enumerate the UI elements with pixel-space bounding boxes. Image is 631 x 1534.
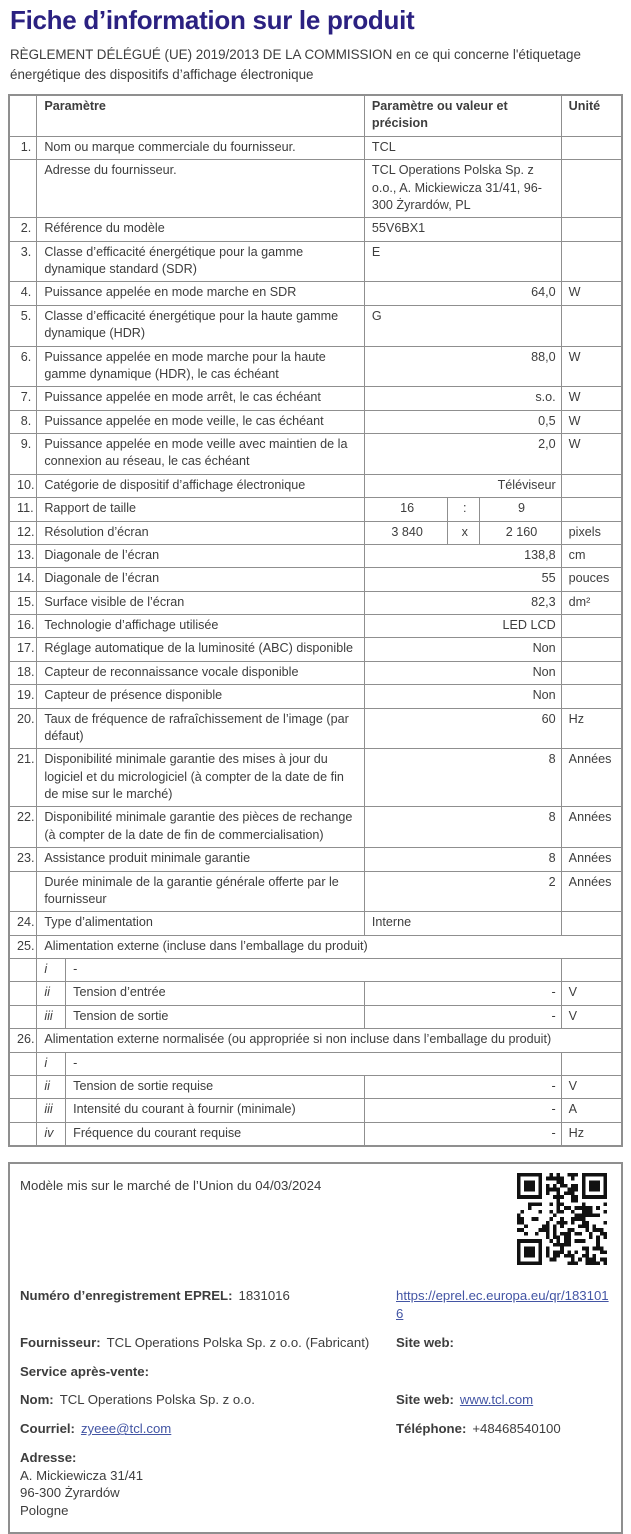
- parameter-unit: V: [561, 982, 622, 1005]
- parameter-label: Surface visible de l’écran: [37, 591, 365, 614]
- table-row: [9, 160, 622, 218]
- parameter-label: Capteur de présence disponible: [37, 685, 365, 708]
- parameter-unit: dm²: [561, 591, 622, 614]
- eprel-link[interactable]: https://eprel.ec.europa.eu/qr/1831016: [396, 1288, 609, 1321]
- parameter-value: 55: [364, 568, 561, 591]
- parameter-unit: [561, 661, 622, 684]
- parameter-unit: Années: [561, 807, 622, 848]
- parameter-unit: [561, 912, 622, 935]
- parameter-value: 8: [364, 848, 561, 871]
- website-label: Site web:: [396, 1334, 454, 1350]
- row-number: [9, 1122, 37, 1146]
- row-number: 12.: [9, 521, 37, 544]
- parameter-label: Puissance appelée en mode marche en SDR: [37, 282, 365, 305]
- parameter-value-b: 2 160: [480, 521, 561, 544]
- parameter-unit: Années: [561, 749, 622, 807]
- parameter-unit: Hz: [561, 1122, 622, 1146]
- parameter-unit: [561, 1052, 622, 1075]
- parameter-label: Référence du modèle: [37, 218, 365, 241]
- service-name-label: Nom:: [20, 1392, 54, 1408]
- supplier-row: [20, 1334, 611, 1352]
- row-number: [9, 1099, 37, 1122]
- table-row: [9, 521, 622, 544]
- table-row: [9, 346, 622, 387]
- sub-row-number: iv: [37, 1122, 66, 1146]
- header-parameter: Paramètre: [37, 95, 365, 136]
- supplier-value: TCL Operations Polska Sp. z o.o. (Fabricant): [106, 1334, 370, 1350]
- table-row: [9, 544, 622, 567]
- parameter-label: Assistance produit minimale garantie: [37, 848, 365, 871]
- row-number: [9, 982, 37, 1005]
- eprel-label: Numéro d’enregistrement EPREL:: [20, 1288, 233, 1304]
- parameter-label: Puissance appelée en mode veille, le cas échéant: [37, 410, 365, 433]
- parameter-unit: pouces: [561, 568, 622, 591]
- after-sales-row: [20, 1363, 611, 1381]
- row-number: [9, 1005, 37, 1028]
- table-row: [9, 708, 622, 749]
- header-value: Paramètre ou valeur et précision: [364, 95, 561, 136]
- table-row: [9, 1005, 622, 1028]
- table-row: [9, 1075, 622, 1098]
- row-number: 2.: [9, 218, 37, 241]
- parameter-value: 82,3: [364, 591, 561, 614]
- section-label: Alimentation externe (incluse dans l’emballage du produit): [37, 935, 622, 958]
- parameter-unit: [561, 685, 622, 708]
- parameter-table: [8, 94, 623, 1147]
- parameter-unit: [561, 615, 622, 638]
- parameter-label: Durée minimale de la garantie générale offerte par le fournisseur: [37, 871, 365, 912]
- parameter-unit: V: [561, 1005, 622, 1028]
- parameter-value: Téléviseur: [364, 474, 561, 497]
- row-number: 8.: [9, 410, 37, 433]
- parameter-unit: [561, 160, 622, 218]
- parameter-label: Adresse du fournisseur.: [37, 160, 365, 218]
- parameter-value: 138,8: [364, 544, 561, 567]
- parameter-label: Taux de fréquence de rafraîchissement de l’image (par défaut): [37, 708, 365, 749]
- parameter-value: 64,0: [364, 282, 561, 305]
- parameter-unit: [561, 218, 622, 241]
- parameter-value-a: 3 840: [364, 521, 447, 544]
- parameter-value: LED LCD: [364, 615, 561, 638]
- row-number: 9.: [9, 434, 37, 475]
- parameter-unit: Années: [561, 848, 622, 871]
- table-row: [9, 1029, 622, 1052]
- address-line: 96-300 Żyrardów: [20, 1485, 120, 1501]
- table-row: [9, 807, 622, 848]
- table-row: [9, 871, 622, 912]
- parameter-value: 2,0: [364, 434, 561, 475]
- table-row: [9, 591, 622, 614]
- table-row: [9, 498, 622, 521]
- sub-row-number: i: [37, 959, 66, 982]
- row-number: 23.: [9, 848, 37, 871]
- contact-row: [20, 1420, 611, 1438]
- parameter-value: 0,5: [364, 410, 561, 433]
- row-number: 7.: [9, 387, 37, 410]
- parameter-unit: A: [561, 1099, 622, 1122]
- row-number: 3.: [9, 241, 37, 282]
- parameter-value: -: [364, 1099, 561, 1122]
- row-number: 5.: [9, 305, 37, 346]
- parameter-value: -: [364, 1005, 561, 1028]
- parameter-unit: cm: [561, 544, 622, 567]
- row-number: [9, 959, 37, 982]
- parameter-unit: W: [561, 282, 622, 305]
- table-row: [9, 241, 622, 282]
- phone-value: +48468540100: [472, 1421, 561, 1437]
- service-name-value: TCL Operations Polska Sp. z o.o.: [59, 1392, 255, 1408]
- eprel-number: 1831016: [238, 1288, 290, 1304]
- row-number: [9, 871, 37, 912]
- parameter-value: 55V6BX1: [364, 218, 561, 241]
- parameter-value: Non: [364, 638, 561, 661]
- parameter-label: Fréquence du courant requise: [66, 1122, 365, 1146]
- parameter-value: 60: [364, 708, 561, 749]
- parameter-label: Technologie d’affichage utilisée: [37, 615, 365, 638]
- row-number: 16.: [9, 615, 37, 638]
- email-link[interactable]: zyeee@tcl.com: [80, 1421, 172, 1437]
- parameter-label: Tension d’entrée: [66, 982, 365, 1005]
- table-row: [9, 848, 622, 871]
- row-number: 4.: [9, 282, 37, 305]
- parameter-label: Diagonale de l’écran: [37, 544, 365, 567]
- market-date-text: Modèle mis sur le marché de l’Union du 04/03/2024: [20, 1178, 322, 1194]
- address-line: A. Mickiewicza 31/41: [20, 1467, 144, 1483]
- header-unit: Unité: [561, 95, 622, 136]
- parameter-value: -: [66, 1052, 562, 1075]
- parameter-value: -: [364, 1075, 561, 1098]
- parameter-unit: [561, 474, 622, 497]
- parameter-value: s.o.: [364, 387, 561, 410]
- table-row: [9, 218, 622, 241]
- parameter-value: Non: [364, 685, 561, 708]
- row-number: 22.: [9, 807, 37, 848]
- parameter-unit: [561, 136, 622, 159]
- table-row: [9, 1122, 622, 1146]
- row-number: 6.: [9, 346, 37, 387]
- row-number: 10.: [9, 474, 37, 497]
- table-header-row: [9, 95, 622, 136]
- row-number: 19.: [9, 685, 37, 708]
- address-label: Adresse:: [20, 1449, 77, 1465]
- table-row: [9, 912, 622, 935]
- parameter-value: -: [364, 1122, 561, 1146]
- parameter-label: Disponibilité minimale garantie des mises à jour du logiciel et du micrologiciel (à compter de la date de fin de mise sur le marché): [37, 749, 365, 807]
- service-website-label: Site web:: [396, 1392, 454, 1408]
- table-row: [9, 434, 622, 475]
- address-line: Pologne: [20, 1503, 69, 1519]
- row-number: [9, 1052, 37, 1075]
- parameter-unit: W: [561, 410, 622, 433]
- table-row: [9, 638, 622, 661]
- parameter-label: Rapport de taille: [37, 498, 365, 521]
- parameter-unit: [561, 305, 622, 346]
- parameter-label: Puissance appelée en mode arrêt, le cas échéant: [37, 387, 365, 410]
- table-row: [9, 410, 622, 433]
- parameter-value: E: [364, 241, 561, 282]
- row-number: 26.: [9, 1029, 37, 1052]
- table-row: [9, 685, 622, 708]
- parameter-label: Réglage automatique de la luminosité (ABC) disponible: [37, 638, 365, 661]
- row-number: 18.: [9, 661, 37, 684]
- parameter-value: TCL: [364, 136, 561, 159]
- row-number: 24.: [9, 912, 37, 935]
- parameter-value: 8: [364, 749, 561, 807]
- row-number: [9, 160, 37, 218]
- table-row: [9, 568, 622, 591]
- eprel-registration-box: [8, 1162, 623, 1534]
- row-number: 21.: [9, 749, 37, 807]
- value-separator: :: [448, 498, 480, 521]
- supplier-label: Fournisseur:: [20, 1334, 101, 1350]
- table-row: [9, 1052, 622, 1075]
- table-row: [9, 749, 622, 807]
- table-row: [9, 1099, 622, 1122]
- parameter-unit: pixels: [561, 521, 622, 544]
- parameter-unit: V: [561, 1075, 622, 1098]
- eprel-row: [20, 1287, 611, 1323]
- parameter-value: -: [66, 959, 562, 982]
- row-number: 20.: [9, 708, 37, 749]
- table-row: [9, 282, 622, 305]
- parameter-unit: [561, 959, 622, 982]
- parameter-unit: W: [561, 346, 622, 387]
- table-row: [9, 959, 622, 982]
- table-row: [9, 661, 622, 684]
- parameter-unit: Hz: [561, 708, 622, 749]
- sub-row-number: i: [37, 1052, 66, 1075]
- sub-row-number: ii: [37, 1075, 66, 1098]
- table-row: [9, 982, 622, 1005]
- row-number: 17.: [9, 638, 37, 661]
- parameter-unit: [561, 638, 622, 661]
- regulation-subtitle: RÈGLEMENT DÉLÉGUÉ (UE) 2019/2013 DE LA COMMISSION en ce qui concerne l'étiquetage énergétique des dispositifs d’affichage électronique: [10, 46, 581, 82]
- sub-row-number: iii: [37, 1005, 66, 1028]
- parameter-unit: [561, 498, 622, 521]
- sub-row-number: ii: [37, 982, 66, 1005]
- parameter-value: 8: [364, 807, 561, 848]
- service-website-link[interactable]: www.tcl.com: [459, 1392, 534, 1408]
- parameter-value: -: [364, 982, 561, 1005]
- table-row: [9, 935, 622, 958]
- parameter-value: G: [364, 305, 561, 346]
- address-block: [20, 1449, 611, 1520]
- table-row: [9, 387, 622, 410]
- parameter-value: 2: [364, 871, 561, 912]
- parameter-label: Diagonale de l’écran: [37, 568, 365, 591]
- parameter-value: TCL Operations Polska Sp. z o.o., A. Mickiewicza 31/41, 96-300 Żyrardów, PL: [364, 160, 561, 218]
- table-row: [9, 305, 622, 346]
- row-number: [9, 1075, 37, 1098]
- parameter-label: Catégorie de dispositif d’affichage électronique: [37, 474, 365, 497]
- parameter-value: Interne: [364, 912, 561, 935]
- parameter-unit: W: [561, 387, 622, 410]
- table-row: [9, 474, 622, 497]
- parameter-label: Puissance appelée en mode marche pour la haute gamme dynamique (HDR), le cas échéant: [37, 346, 365, 387]
- sub-row-number: iii: [37, 1099, 66, 1122]
- row-number: 25.: [9, 935, 37, 958]
- row-number: 14.: [9, 568, 37, 591]
- parameter-label: Capteur de reconnaissance vocale disponible: [37, 661, 365, 684]
- parameter-label: Classe d’efficacité énergétique pour la haute gamme dynamique (HDR): [37, 305, 365, 346]
- parameter-value: 88,0: [364, 346, 561, 387]
- table-row: [9, 136, 622, 159]
- row-number: 11.: [9, 498, 37, 521]
- parameter-label: Résolution d’écran: [37, 521, 365, 544]
- header-number-cell: [9, 95, 37, 136]
- qr-code-icon: [517, 1173, 607, 1265]
- parameter-label: Puissance appelée en mode veille avec maintien de la connexion au réseau, le cas échéant: [37, 434, 365, 475]
- parameter-label: Disponibilité minimale garantie des pièces de rechange (à compter de la date de fin de commercialisation): [37, 807, 365, 848]
- parameter-label: Tension de sortie requise: [66, 1075, 365, 1098]
- after-sales-label: Service après-vente:: [20, 1363, 150, 1379]
- parameter-value: Non: [364, 661, 561, 684]
- value-separator: x: [448, 521, 480, 544]
- parameter-label: Intensité du courant à fournir (minimale): [66, 1099, 365, 1122]
- row-number: 1.: [9, 136, 37, 159]
- parameter-unit: W: [561, 434, 622, 475]
- parameter-label: Nom ou marque commerciale du fournisseur.: [37, 136, 365, 159]
- row-number: 15.: [9, 591, 37, 614]
- parameter-value-b: 9: [480, 498, 561, 521]
- parameter-value-a: 16: [364, 498, 447, 521]
- parameter-label: Classe d’efficacité énergétique pour la gamme dynamique standard (SDR): [37, 241, 365, 282]
- service-name-row: [20, 1391, 611, 1409]
- parameter-unit: Années: [561, 871, 622, 912]
- parameter-label: Tension de sortie: [66, 1005, 365, 1028]
- email-label: Courriel:: [20, 1421, 75, 1437]
- page-title: Fiche d’information sur le produit: [10, 5, 415, 35]
- table-row: [9, 615, 622, 638]
- row-number: 13.: [9, 544, 37, 567]
- parameter-unit: [561, 241, 622, 282]
- section-label: Alimentation externe normalisée (ou appropriée si non incluse dans l’emballage du produit): [37, 1029, 622, 1052]
- parameter-label: Type d’alimentation: [37, 912, 365, 935]
- phone-label: Téléphone:: [396, 1421, 467, 1437]
